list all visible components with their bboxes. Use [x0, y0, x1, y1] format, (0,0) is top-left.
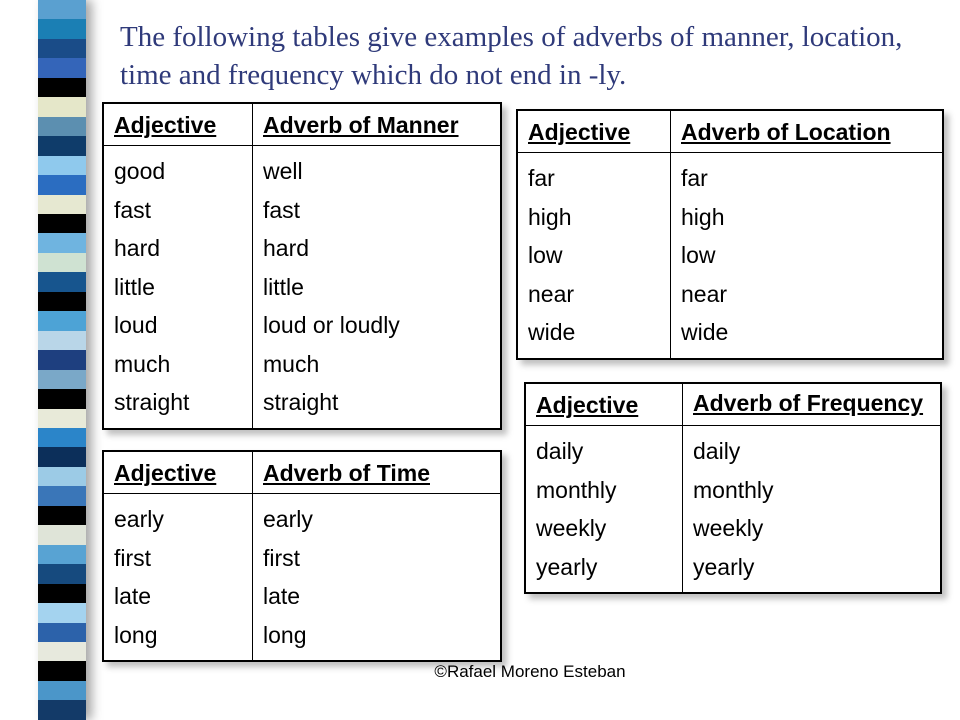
slide-title: The following tables give examples of adverbs of manner, location, time and frequency which do not end in -ly. — [120, 21, 903, 91]
time-table — [102, 450, 502, 662]
table-cell-word: much — [263, 350, 320, 377]
stripe-segment — [38, 545, 86, 564]
frequency-header-adverb: Adverb of Frequency — [683, 383, 942, 426]
table-cell-word: wide — [681, 319, 729, 345]
stripe-segment — [38, 506, 86, 525]
table-cell-word: well — [263, 158, 303, 184]
manner-adverb-cell — [253, 146, 502, 429]
frequency-table — [524, 382, 942, 594]
table-cell-word: first — [114, 544, 152, 571]
table-cell-word: fast — [263, 196, 301, 223]
time-header-adjective: Adjective — [103, 451, 253, 494]
table-cell-word: fast — [114, 196, 152, 223]
table-cell-word: little — [114, 273, 155, 300]
frequency-adverb-cell — [683, 426, 942, 594]
table-cell-word: little — [263, 273, 304, 300]
table-cell-word: far — [681, 165, 708, 191]
stripe-segment — [38, 447, 86, 466]
stripe-segment — [38, 0, 86, 19]
stripe-segment — [38, 603, 86, 622]
table-cell-word: long — [263, 621, 307, 648]
stripe-segment — [38, 486, 86, 505]
stripe-segment — [38, 467, 86, 486]
time-adverb-cell — [253, 494, 502, 662]
table-cell-word: early — [263, 506, 313, 532]
table-cell-word: loud or loudly — [263, 312, 400, 338]
table-cell-word: early — [114, 506, 164, 532]
stripe-segment — [38, 19, 86, 38]
time-header-adverb: Adverb of Time — [253, 451, 502, 494]
stripe-segment — [38, 564, 86, 583]
table-cell-word: much — [114, 350, 171, 377]
stripe-segment — [38, 389, 86, 408]
table-cell-word: late — [114, 583, 152, 609]
stripe-segment — [38, 292, 86, 311]
stripe-segment — [38, 97, 86, 116]
table-cell-word: far — [528, 165, 555, 191]
manner-header-adverb: Adverb of Manner — [253, 103, 502, 146]
stripe-segment — [38, 272, 86, 291]
table-cell-word: yearly — [536, 553, 598, 580]
table-cell-word: first — [263, 544, 301, 571]
table-cell-word: straight — [114, 389, 190, 415]
stripe-segment — [38, 311, 86, 330]
copyright-footer: ©Rafael Moreno Esteban — [434, 662, 626, 681]
location-table — [516, 109, 944, 360]
stripe-segment — [38, 331, 86, 350]
stripe-segment — [38, 175, 86, 194]
stripe-segment — [38, 156, 86, 175]
table-cell-word: hard — [263, 235, 310, 261]
table-cell-word: long — [114, 621, 158, 648]
stripe-segment — [38, 117, 86, 136]
table-cell-word: daily — [536, 438, 584, 464]
table-cell-word: yearly — [693, 553, 755, 580]
manner-header-adjective: Adjective — [103, 103, 253, 146]
stripe-segment — [38, 350, 86, 369]
table-cell-word: hard — [114, 235, 161, 261]
table-cell-word: wide — [528, 319, 576, 345]
stripe-segment — [38, 233, 86, 252]
table-cell-word: low — [528, 242, 563, 268]
stripe-segment — [38, 214, 86, 233]
stripe-segment — [38, 525, 86, 544]
table-cell-word: high — [528, 203, 572, 230]
stripe-segment — [38, 136, 86, 155]
location-header-adjective: Adjective — [517, 110, 671, 153]
stripe-segment — [38, 253, 86, 272]
table-cell-word: high — [681, 203, 725, 230]
stripe-segment — [38, 39, 86, 58]
decorative-stripe-bar — [38, 0, 86, 720]
table-cell-word: weekly — [693, 515, 764, 541]
time-adjective-cell — [103, 494, 253, 662]
table-cell-word: late — [263, 583, 301, 609]
table-cell-word: good — [114, 158, 166, 184]
stripe-segment — [38, 584, 86, 603]
stripe-segment — [38, 58, 86, 77]
stripe-segment — [38, 681, 86, 700]
table-cell-word: monthly — [536, 476, 617, 503]
table-cell-word: straight — [263, 389, 339, 415]
table-cell-word: near — [528, 280, 575, 307]
stripe-segment — [38, 78, 86, 97]
stripe-segment — [38, 700, 86, 719]
table-cell-word: near — [681, 280, 728, 307]
table-cell-word: low — [681, 242, 716, 268]
manner-adjective-cell — [103, 146, 253, 429]
manner-table — [102, 102, 502, 430]
table-cell-word: weekly — [536, 515, 607, 541]
stripe-segment — [38, 642, 86, 661]
stripe-segment — [38, 370, 86, 389]
location-adverb-cell — [671, 153, 944, 359]
location-adjective-cell — [517, 153, 671, 359]
location-header-adverb: Adverb of Location — [671, 110, 944, 153]
frequency-header-adjective: Adjective — [525, 383, 683, 426]
stripe-segment — [38, 195, 86, 214]
stripe-segment — [38, 428, 86, 447]
stripe-segment — [38, 409, 86, 428]
stripe-segment — [38, 623, 86, 642]
table-cell-word: daily — [693, 438, 741, 464]
table-cell-word: loud — [114, 312, 158, 338]
frequency-adjective-cell — [525, 426, 683, 594]
table-cell-word: monthly — [693, 476, 774, 503]
